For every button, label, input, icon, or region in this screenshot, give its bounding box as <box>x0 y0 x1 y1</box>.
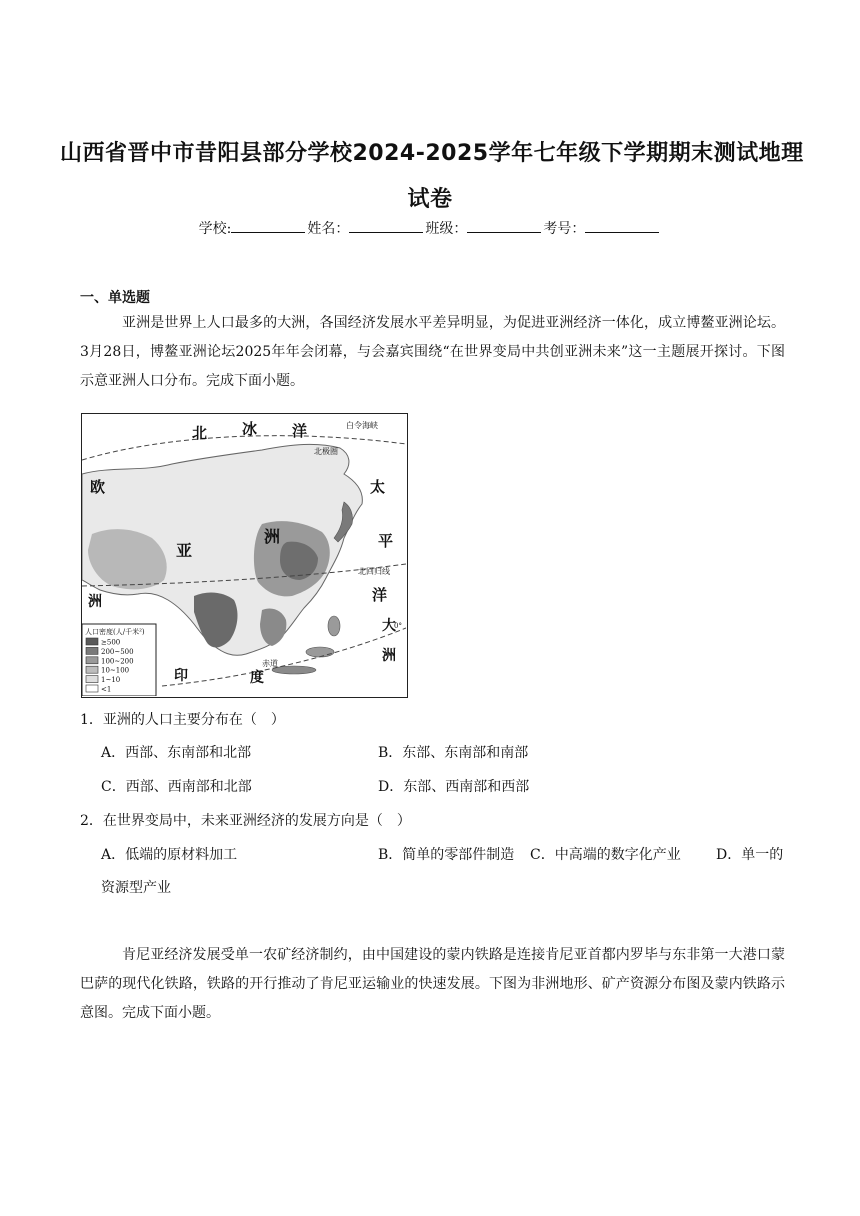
class-blank[interactable] <box>467 218 541 233</box>
asia-population-map <box>81 413 408 698</box>
exam-number-blank[interactable] <box>585 218 659 233</box>
question-2-option-d[interactable]: D．单一的 <box>716 847 784 863</box>
name-blank[interactable] <box>349 218 423 233</box>
map-label-du: 度 <box>250 670 264 686</box>
southeast-islands-2 <box>272 666 316 674</box>
map-label-bei: 北 <box>192 424 208 442</box>
map-label-tai: 太 <box>370 478 386 496</box>
map-label-oceania-zhou: 洲 <box>382 648 396 664</box>
legend-label: 100~200 <box>101 657 134 666</box>
question-2-option-b[interactable]: B．简单的零部件制造 <box>378 847 515 863</box>
question-2-stem: 2．在世界变局中，未来亚洲经济的发展方向是（ ） <box>80 813 411 829</box>
legend-swatch <box>86 685 98 692</box>
exam-title-line-2: 试卷 <box>407 187 453 212</box>
map-label-ya: 亚 <box>176 541 193 560</box>
question-1-option-c[interactable]: C．西部、西南部和北部 <box>101 779 252 795</box>
question-1-option-b[interactable]: B．东部、东南部和南部 <box>378 745 529 761</box>
legend-title: 人口密度(人/千米²) <box>85 628 145 636</box>
map-label-zhou: 洲 <box>264 527 281 546</box>
school-blank[interactable] <box>231 218 305 233</box>
asia-map-graphic <box>82 414 406 696</box>
class-label: 班级： <box>425 221 468 237</box>
section-heading-single-choice: 一、单选题 <box>80 290 150 306</box>
legend-label: ≥500 <box>101 638 121 647</box>
map-label-strait: 白令海峡 <box>346 421 378 430</box>
map-label-fei-zhou: 洲 <box>88 594 102 610</box>
question-1-option-a[interactable]: A．西部、东南部和北部 <box>101 745 252 761</box>
legend-label: 200~500 <box>101 647 134 656</box>
map-label-zero: 0° <box>394 622 402 630</box>
legend-swatch <box>86 657 98 664</box>
map-label-yang: 洋 <box>292 422 308 440</box>
legend-swatch <box>86 676 98 683</box>
map-label-arctic: 北极圈 <box>314 447 338 456</box>
question-2-option-d-continued[interactable]: 资源型产业 <box>101 880 171 896</box>
exam-number-label: 考号： <box>543 221 586 237</box>
map-label-da: 大 <box>382 618 396 634</box>
map-label-ou: 欧 <box>90 478 106 496</box>
legend-swatch <box>86 666 98 673</box>
exam-title-line-1: 山西省晋中市昔阳县部分学校2024-2025学年七年级下学期期末测试地理 <box>60 141 804 166</box>
question-1-option-d[interactable]: D．东部、西南部和西部 <box>378 779 530 795</box>
legend-swatch <box>86 647 98 654</box>
question-2-option-c[interactable]: C．中高端的数字化产业 <box>530 847 681 863</box>
question-1-stem: 1．亚洲的人口主要分布在（ ） <box>80 712 285 728</box>
southeast-islands-1 <box>306 647 334 657</box>
question-intro-paragraph: 亚洲是世界上人口最多的大洲，各国经济发展水平差异明显，为促进亚洲经济一体化，成立博鳌亚洲论坛。3月28日，博鳌亚洲论坛2025年年会闭幕，与会嘉宾围绕“在世界变局中共创亚洲未来”这一主题展开探讨。下图示意亚洲人口分布。完成下面小题。 <box>80 315 785 389</box>
question-2-option-a[interactable]: A．低端的原材料加工 <box>101 847 238 863</box>
map-label-tropic: 北回归线 <box>358 567 390 576</box>
map-label-yin: 印 <box>174 668 188 684</box>
map-label-yang2: 洋 <box>372 586 388 604</box>
equator-line <box>162 628 406 686</box>
name-label: 姓名： <box>307 221 350 237</box>
legend-swatch <box>86 638 98 645</box>
school-label: 学校: <box>198 221 232 237</box>
legend-label: 1~10 <box>101 676 121 685</box>
map-label-bing: 冰 <box>242 420 258 438</box>
map-legend <box>82 624 156 696</box>
student-info-row <box>0 218 860 238</box>
question-intro-paragraph-2: 肯尼亚经济发展受单一农矿经济制约，由中国建设的蒙内铁路是连接肯尼亚首都内罗毕与东非第一大港口蒙巴萨的现代化铁路，铁路的开行推动了肯尼亚运输业的快速发展。下图为非洲地形、矿产资源分布图及蒙内铁路示意图。完成下面小题。 <box>80 947 785 1021</box>
map-label-ping: 平 <box>378 532 394 550</box>
legend-label: <1 <box>101 685 112 694</box>
southeast-islands-3 <box>328 616 340 636</box>
legend-label: 10~100 <box>101 666 130 675</box>
map-label-equator: 赤道 <box>262 659 278 668</box>
